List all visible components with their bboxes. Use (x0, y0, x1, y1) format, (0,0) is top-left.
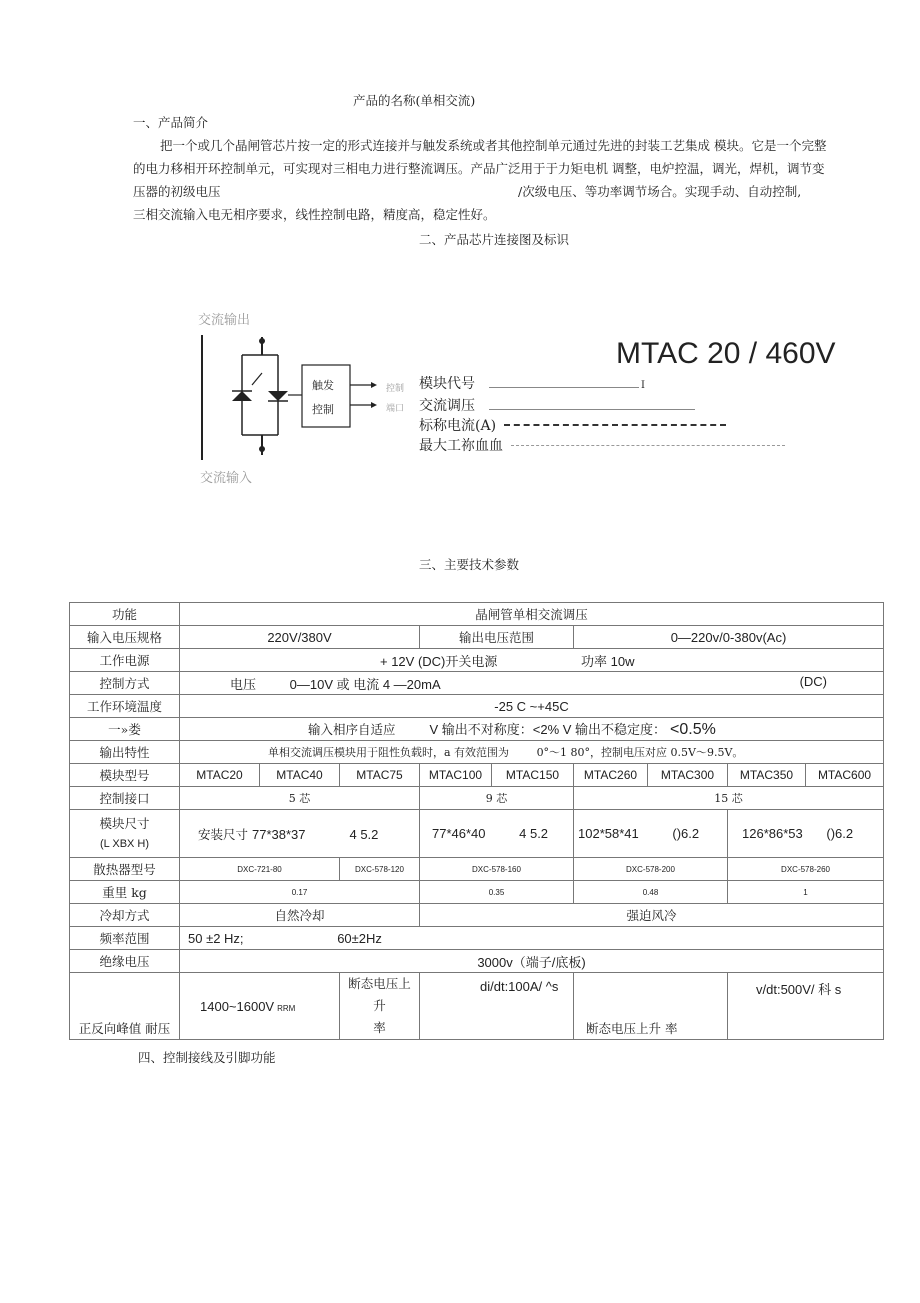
model-cell: MTAC20 (180, 764, 260, 787)
size-value: 4 5.2 (519, 826, 549, 841)
input-value: 220V/380V (180, 626, 420, 649)
table-row (70, 881, 884, 904)
size-value: ()6.2 (826, 826, 854, 841)
offstate-2: 断态电压上升 率 (574, 973, 728, 1040)
temp-value: -25 C ~+45C (180, 695, 884, 718)
didt-value: di/dt:100A/ ^s (420, 973, 574, 1040)
table-row (70, 695, 884, 718)
table-row (70, 649, 884, 672)
legend-max: 最大工祢血血 (419, 438, 503, 454)
offstate-text: 率 (373, 1020, 386, 1035)
out-char-1: 单相交流调压模块用于阻性负载时，a 有效范围为 (268, 746, 510, 759)
peak-sub: RRM (277, 1003, 296, 1013)
intro-line-4: 三相交流输入电无相序要求，线性控制电路，精度高，稳定性好。 (133, 207, 496, 222)
function-value: 晶闸管单相交流调压 (180, 603, 884, 626)
section3-heading: 三、主要技术参数 (419, 557, 520, 572)
row-label: 控制方式 (70, 672, 180, 695)
freq-value: 60±2Hz (337, 930, 382, 946)
size-value: 102*58*41 (578, 826, 639, 841)
table-row (70, 904, 884, 927)
row-label: 频率范围 (70, 927, 180, 950)
model-cell: MTAC40 (260, 764, 340, 787)
doc-title: 产品的名称(单相交流) (353, 93, 476, 108)
row-label: 绝缘电压 (70, 950, 180, 973)
size-prefix: 安装尺寸 (198, 826, 249, 842)
row-label: 散热器型号 (70, 858, 180, 881)
control-v-label: 电压 (230, 676, 257, 692)
legend-row (419, 416, 785, 436)
section1-heading: 一、产品简介 (133, 115, 209, 130)
ac-output-label: 交流输出 (198, 313, 251, 328)
circuit-schematic (190, 305, 420, 485)
legend-current: 标称电流(A) (419, 418, 497, 434)
row-label: 重里 kg (70, 881, 180, 904)
peak-value: 1400~1600V (200, 998, 275, 1014)
size-value: 77*38*37 (252, 826, 306, 842)
model-cell: MTAC150 (492, 764, 574, 787)
output-range-label: 输出电压范围 (420, 626, 574, 649)
table-row (70, 927, 884, 950)
size-cell (574, 810, 728, 858)
heatsink-cell: DXC-578-200 (574, 858, 728, 881)
section2-heading: 二、产品芯片连接图及标识 (419, 232, 570, 247)
misc-1: 输入相序自适应 (308, 722, 396, 737)
row-label: 正反向峰值 耐压 (70, 973, 180, 1040)
misc-3: <0.5% (670, 721, 716, 738)
table-row (70, 810, 884, 858)
table-row (70, 626, 884, 649)
model-cell: MTAC75 (340, 764, 420, 787)
row-label: 冷却方式 (70, 904, 180, 927)
weight-cell: 0.17 (180, 881, 420, 904)
size-label: 模块尺寸 (99, 815, 150, 831)
row-label: 一»娄 (70, 718, 180, 741)
size-cell (180, 810, 420, 858)
row-label: 模块型号 (70, 764, 180, 787)
freq-value: 50 ±2 Hz; (188, 930, 244, 946)
circuit-diagram (190, 305, 420, 485)
legend-ac-reg: 交流调压 (419, 398, 475, 414)
row-label: 工作电源 (70, 649, 180, 672)
offstate-cell (340, 973, 420, 1040)
table-row (70, 718, 884, 741)
ac-input-label: 交流输入 (200, 471, 253, 486)
control-cell (180, 672, 884, 695)
table-row (70, 741, 884, 764)
weight-cell: 1 (728, 881, 884, 904)
iface-cell: 5 芯 (180, 787, 420, 810)
control-v-value: 0—10V 或 电流 4 —20mA (289, 676, 441, 692)
table-row (70, 787, 884, 810)
output-range-value: 0—220v/0-380v(Ac) (574, 626, 884, 649)
spec-table (69, 602, 884, 1040)
power-value: + 12V (DC)开关电源 (380, 653, 498, 669)
cooling-cell: 自然冷却 (180, 904, 420, 927)
offstate-text: 断态电压上 升 (348, 976, 411, 1013)
size-cell (420, 810, 574, 858)
out-char-2: 0°～1 80°，控制电压对应 0.5V～9.5V。 (536, 746, 744, 759)
size-label-2: (L XBX H) (99, 837, 150, 850)
row-label: 功能 (70, 603, 180, 626)
size-value: ()6.2 (672, 826, 700, 841)
table-row (70, 603, 884, 626)
model-cell: MTAC100 (420, 764, 492, 787)
weight-cell: 0.48 (574, 881, 728, 904)
legend-row (419, 436, 785, 456)
control-label: 控制 (312, 403, 334, 416)
iface-cell: 15 芯 (574, 787, 884, 810)
power-cell (180, 649, 884, 672)
row-label: 工作环境温度 (70, 695, 180, 718)
iface-cell: 9 芯 (420, 787, 574, 810)
insul-value: 3000v（端子/底板) (180, 950, 884, 973)
misc-2: V 输出不对称度：<2% V 输出不稳定度： (429, 722, 667, 737)
legend-row (419, 396, 785, 416)
legend-row (419, 374, 785, 396)
table-row (70, 950, 884, 973)
power-rating: 功率 10w (581, 653, 635, 669)
model-cell: MTAC260 (574, 764, 648, 787)
size-value: 77*46*40 (432, 826, 486, 841)
row-label: 输出特性 (70, 741, 180, 764)
model-cell: MTAC300 (648, 764, 728, 787)
heatsink-cell: DXC-578-160 (420, 858, 574, 881)
heatsink-cell: DXC-578-260 (728, 858, 884, 881)
misc-cell (180, 718, 884, 741)
trigger-label: 触发 (312, 379, 334, 392)
ctrl-port-label-1: 控制 (386, 384, 405, 394)
model-code: MTAC 20 / 460V (616, 337, 836, 370)
legend-block (419, 374, 785, 456)
control-dc: (DC) (799, 673, 828, 689)
cooling-cell: 强迫风冷 (420, 904, 884, 927)
size-value: 4 5.2 (349, 826, 379, 842)
table-row (70, 858, 884, 881)
intro-line-3b: /次级电压、等功率调节场合。实现手动、自动控制, (518, 184, 802, 199)
section4-heading: 四、控制接线及引脚功能 (138, 1050, 276, 1065)
table-row (70, 764, 884, 787)
legend-mark: I (641, 380, 645, 391)
model-cell: MTAC350 (728, 764, 806, 787)
legend-module-code: 模块代号 (419, 376, 475, 392)
dvdt-value: v/dt:500V/ 科 s (728, 973, 884, 1040)
model-cell: MTAC600 (806, 764, 884, 787)
table-row (70, 973, 884, 1040)
row-label: 输入电压规格 (70, 626, 180, 649)
peak-cell (180, 973, 340, 1040)
ctrl-port-label-2: 端口 (386, 404, 405, 414)
intro-line-1: 把一个或几个晶闸管芯片按一定的形式连接并与触发系统或者其他控制单元通过先进的封装工艺集成 模块。它是一个完整 (160, 138, 827, 153)
row-label (70, 810, 180, 858)
table-row (70, 672, 884, 695)
size-cell (728, 810, 884, 858)
heatsink-cell: DXC-721-80 (180, 858, 340, 881)
intro-line-2: 的电力移相开环控制单元，可实现对三相电力进行整流调压。产品广泛用于于力矩电机 调整，电炉控温，调光，焊机，调节变 (133, 161, 825, 176)
heatsink-cell: DXC-578-120 (340, 858, 420, 881)
intro-line-3a: 压器的初级电压 (133, 184, 221, 199)
freq-cell (180, 927, 884, 950)
size-value: 126*86*53 (742, 826, 803, 841)
row-label: 控制接口 (70, 787, 180, 810)
weight-cell: 0.35 (420, 881, 574, 904)
out-char-cell (180, 741, 884, 764)
